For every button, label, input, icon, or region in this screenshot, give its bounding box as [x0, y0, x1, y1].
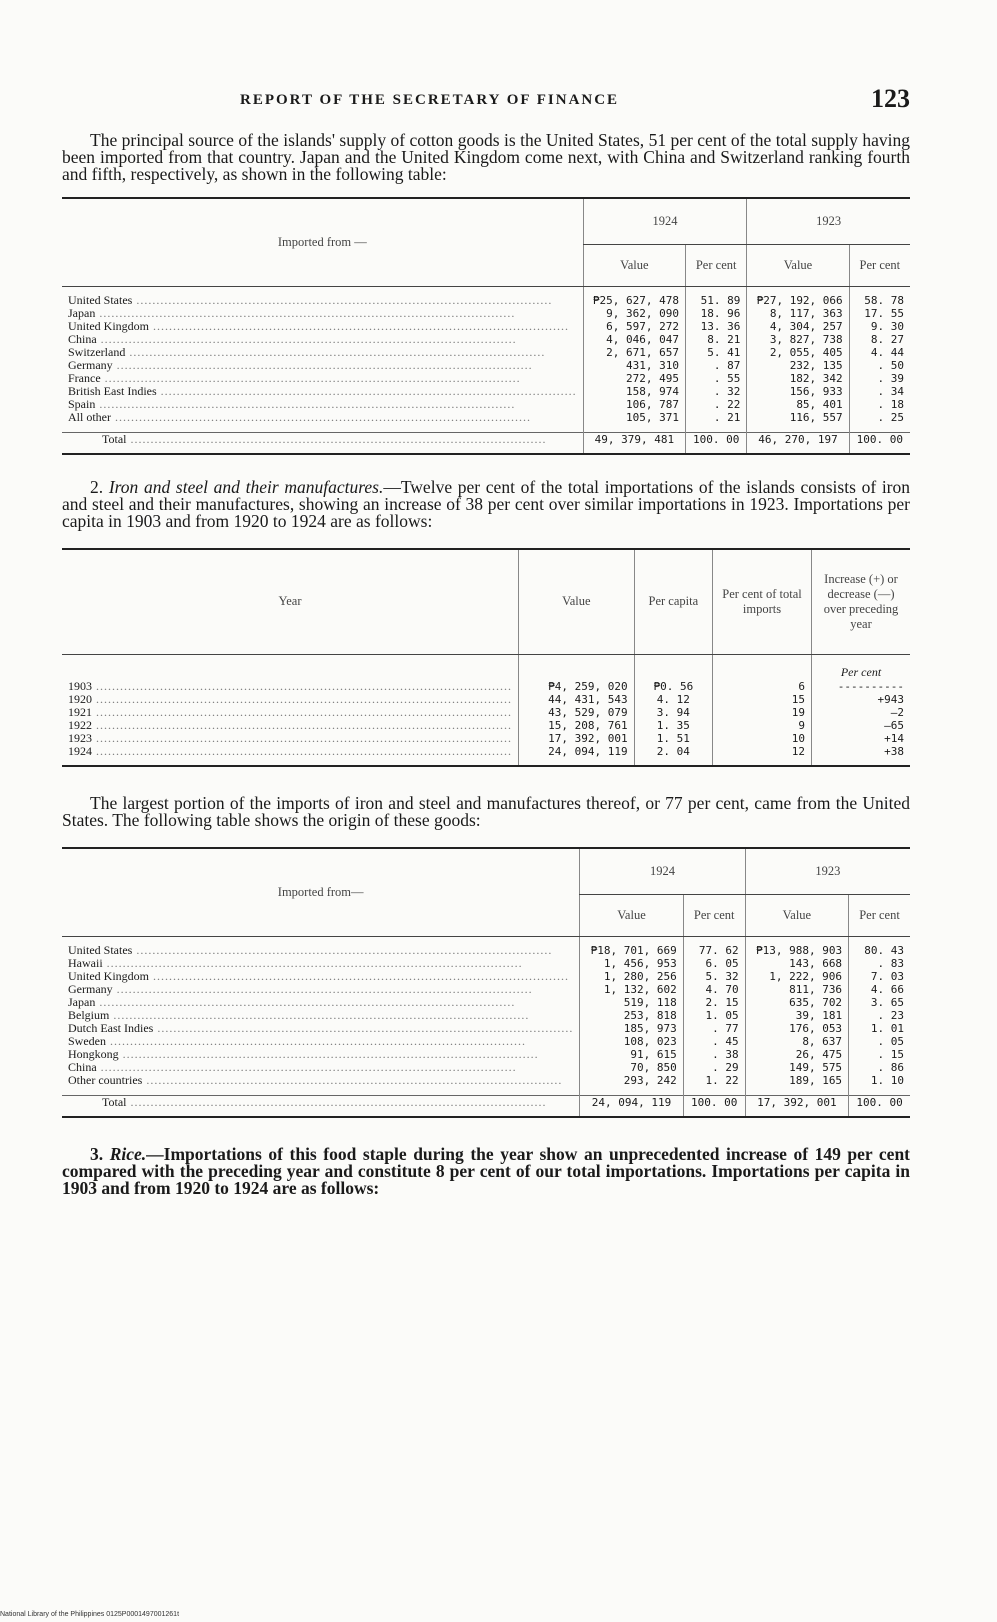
percent-1924: . 55 [686, 372, 747, 385]
row-label [62, 983, 580, 996]
table-row [62, 372, 910, 385]
leader-dots: ........................................................................................................ [149, 970, 569, 983]
table-body [62, 655, 910, 767]
value-1924: 6, 597, 272 [583, 320, 685, 333]
section-number: 3. [90, 1143, 104, 1164]
percent-1923: . 05 [849, 1035, 910, 1048]
table-row [62, 346, 910, 359]
value-1924: ₱25, 627, 478 [583, 294, 685, 307]
value-1924: 253, 818 [580, 1009, 683, 1022]
table-row [62, 944, 910, 957]
value-1923: 811, 736 [745, 983, 848, 996]
percent-1923: . 86 [849, 1061, 910, 1074]
total-value-1924: 49, 379, 481 [583, 432, 685, 446]
row-label-text: 1924 [68, 745, 92, 758]
row-label [62, 1048, 580, 1061]
value-1923: 143, 668 [745, 957, 848, 970]
value: 17, 392, 001 [519, 732, 635, 745]
percent-1923: 8. 27 [849, 333, 910, 346]
percent-1923: . 50 [849, 359, 910, 372]
leader-dots: ........................................................................................................ [109, 1009, 530, 1022]
col-percent-1923: Per cent [849, 244, 910, 286]
paragraph-origin: The largest portion of the imports of iron and steel and manufactures thereof, or 77 per cent, came from the United States. The following table shows the origin of these goods: [62, 793, 910, 830]
row-label [62, 1035, 580, 1048]
percent-1924: 6. 05 [683, 957, 745, 970]
table-row [62, 398, 910, 411]
percent-1924: . 45 [683, 1035, 745, 1048]
value-1924: 431, 310 [583, 359, 685, 372]
value-1924: 1, 280, 256 [580, 970, 683, 983]
row-label-text: Belgium [68, 1009, 110, 1022]
value: 24, 094, 119 [519, 745, 635, 758]
row-label-text: Total [102, 432, 127, 446]
leader-dots: ........................................................................................................ [95, 996, 516, 1009]
percent-1923: . 15 [849, 1048, 910, 1061]
table-row [62, 983, 910, 996]
percent-1924: 1. 22 [683, 1074, 745, 1087]
percent-total: 6 [713, 680, 812, 693]
row-label-text: United States [68, 944, 133, 957]
percent-1924: . 22 [686, 398, 747, 411]
value-1923: 635, 702 [745, 996, 848, 1009]
percent-1923: 58. 78 [849, 294, 910, 307]
value: 43, 529, 079 [519, 706, 635, 719]
value-1924: 91, 615 [580, 1048, 683, 1061]
row-label-text: United States [68, 294, 133, 307]
table-iron-per-capita [62, 548, 910, 768]
value-1924: 105, 371 [583, 411, 685, 424]
row-label [62, 970, 580, 983]
row-label-text: 1921 [68, 706, 92, 719]
row-label-text: Dutch East Indies [68, 1022, 154, 1035]
value-1923: 39, 181 [745, 1009, 848, 1022]
total-value-1924: 24, 094, 119 [580, 1095, 683, 1109]
unit-label: Per cent [812, 655, 911, 681]
row-label-text: Other countries [68, 1074, 143, 1087]
table-body [62, 286, 910, 454]
col-value-1923: Value [747, 244, 849, 286]
percent-1923: 17. 55 [849, 307, 910, 320]
table-row [62, 1048, 910, 1061]
col-value-1924: Value [580, 894, 683, 936]
percent-1924: . 29 [683, 1061, 745, 1074]
percent-1923: 1. 01 [849, 1022, 910, 1035]
table-row [62, 385, 910, 398]
leader-dots: ........................................................................................................ [132, 944, 553, 957]
percent-1923: 1. 10 [849, 1074, 910, 1087]
row-label [62, 432, 583, 446]
section-number: 2. [90, 476, 104, 497]
table-row [62, 680, 910, 693]
table-row [62, 411, 910, 424]
leader-dots: ........................................................................................................ [92, 680, 512, 693]
value-1924: 185, 973 [580, 1022, 683, 1035]
per-capita: 4. 12 [634, 693, 712, 706]
leader-dots: ........................................................................................................ [126, 432, 547, 446]
col-year-1923: 1923 [747, 198, 910, 244]
percent-1923: . 34 [849, 385, 910, 398]
value-1924: 158, 974 [583, 385, 685, 398]
running-title: REPORT OF THE SECRETARY OF FINANCE [240, 92, 620, 108]
row-label-text: 1923 [68, 732, 92, 745]
percent-1923: 80. 43 [849, 944, 910, 957]
value-1923: 2, 055, 405 [747, 346, 849, 359]
row-label [62, 359, 583, 372]
row-label-text: Japan [68, 307, 96, 320]
scan-footer: National Library of the Philippines 0125P0001497001261t [0, 1611, 180, 1618]
row-label [62, 372, 583, 385]
row-label-text: Hawaii [68, 957, 103, 970]
row-label-text: British East Indies [68, 385, 157, 398]
total-percent-1924: 100. 00 [686, 432, 747, 446]
row-label [62, 745, 519, 758]
row-label-text: Total [102, 1095, 127, 1109]
col-year-1924: 1924 [580, 848, 745, 894]
page-number: 123 [871, 84, 910, 113]
row-label-text: Germany [68, 983, 113, 996]
value-1923: 116, 557 [747, 411, 849, 424]
increase: ---------- [812, 680, 911, 693]
percent-1924: 4. 70 [683, 983, 745, 996]
percent-1923: 4. 66 [849, 983, 910, 996]
table-row [62, 333, 910, 346]
leader-dots: ........................................................................................................ [95, 398, 516, 411]
row-label-text: United Kingdom [68, 970, 149, 983]
value-1923: 85, 401 [747, 398, 849, 411]
paragraph-rice [62, 1143, 911, 1198]
value-1923: 149, 575 [745, 1061, 848, 1074]
per-capita: 1. 51 [634, 732, 712, 745]
percent-total: 12 [713, 745, 812, 758]
row-label-text: 1903 [68, 680, 92, 693]
leader-dots: ........................................................................................................ [111, 411, 531, 424]
row-label-text: China [68, 1061, 97, 1074]
row-label [62, 944, 580, 957]
percent-1924: 77. 62 [683, 944, 745, 957]
value-1923: 156, 933 [747, 385, 849, 398]
table-body [62, 936, 910, 1117]
table-cotton-imports [62, 197, 910, 455]
per-capita: 1. 35 [634, 719, 712, 732]
total-value-1923: 17, 392, 001 [745, 1095, 848, 1109]
percent-total: 9 [713, 719, 812, 732]
table-row [62, 996, 910, 1009]
row-label [62, 307, 583, 320]
leader-dots: ........................................................................................................ [132, 294, 553, 307]
table-row [62, 732, 910, 745]
increase: —65 [812, 719, 911, 732]
row-label [62, 1022, 580, 1035]
value-1923: 1, 222, 906 [745, 970, 848, 983]
value-1923: 232, 135 [747, 359, 849, 372]
table-iron-origin [62, 847, 910, 1118]
leader-dots: ........................................................................................................ [149, 320, 569, 333]
value-1924: 519, 118 [580, 996, 683, 1009]
value-1923: 182, 342 [747, 372, 849, 385]
table-row [62, 706, 910, 719]
per-capita: ₱0. 56 [634, 680, 712, 693]
value-1923: 26, 475 [745, 1048, 848, 1061]
value: ₱4, 259, 020 [519, 680, 635, 693]
row-label [62, 693, 519, 706]
leader-dots: ........................................................................................................ [92, 693, 512, 706]
percent-1924: . 87 [686, 359, 747, 372]
table-row [62, 1061, 910, 1074]
percent-1923: 4. 44 [849, 346, 910, 359]
value-1923: ₱27, 192, 066 [747, 294, 849, 307]
table-row [62, 970, 910, 983]
section-title: Rice. [109, 1143, 147, 1164]
value-1924: 4, 046, 047 [583, 333, 685, 346]
row-label [62, 333, 583, 346]
percent-1923: 3. 65 [849, 996, 910, 1009]
row-label-text: Germany [68, 359, 113, 372]
table-row [62, 359, 910, 372]
value-1924: 106, 787 [583, 398, 685, 411]
row-label [62, 1061, 580, 1074]
per-capita: 3. 94 [634, 706, 712, 719]
percent-1923: . 23 [849, 1009, 910, 1022]
total-row [62, 1095, 910, 1109]
row-label [62, 957, 580, 970]
col-increase: Increase (+) or decrease (—) over preceding year [812, 549, 911, 655]
row-label-text: Hongkong [68, 1048, 119, 1061]
value-1924: 70, 850 [580, 1061, 683, 1074]
leader-dots: ........................................................................................................ [106, 1035, 526, 1048]
leader-dots: ........................................................................................................ [92, 719, 512, 732]
increase: —2 [812, 706, 911, 719]
col-value: Value [519, 549, 635, 655]
value-1924: 272, 495 [583, 372, 685, 385]
percent-1924: . 38 [683, 1048, 745, 1061]
leader-dots: ........................................................................................................ [153, 1022, 574, 1035]
col-imported-from: Imported from — [62, 198, 583, 286]
percent-1924: . 77 [683, 1022, 745, 1035]
value-1924: ₱18, 701, 669 [580, 944, 683, 957]
col-per-capita: Per capita [634, 549, 712, 655]
leader-dots: ........................................................................................................ [92, 706, 512, 719]
per-capita: 2. 04 [634, 745, 712, 758]
percent-1923: . 25 [849, 411, 910, 424]
percent-1924: . 32 [686, 385, 747, 398]
section-text: —Importations of this food staple during the year show an unprecedented increase of 149 per cent compared with the preceding year and constitute 8 per cent of our total importations. Importations per capita in 1903 and from 1920 to 1924 are as follows: [62, 1143, 911, 1198]
percent-1923: 7. 03 [849, 970, 910, 983]
increase: +943 [812, 693, 911, 706]
table-row [62, 307, 910, 320]
value-1923: 8, 117, 363 [747, 307, 849, 320]
table-row [62, 745, 910, 758]
document-page [62, 78, 910, 1197]
table-row [62, 1035, 910, 1048]
value: 15, 208, 761 [519, 719, 635, 732]
percent-1924: 5. 41 [686, 346, 747, 359]
col-percent-1924: Per cent [683, 894, 745, 936]
percent-1924: 8. 21 [686, 333, 747, 346]
percent-1923: . 39 [849, 372, 910, 385]
table-row [62, 693, 910, 706]
value-1923: 4, 304, 257 [747, 320, 849, 333]
value-1924: 1, 132, 602 [580, 983, 683, 996]
table-row [62, 719, 910, 732]
percent-1924: 18. 96 [686, 307, 747, 320]
row-label [62, 719, 519, 732]
total-percent-1923: 100. 00 [849, 432, 910, 446]
table-row [62, 320, 910, 333]
leader-dots: ........................................................................................................ [125, 346, 546, 359]
table-row [62, 294, 910, 307]
leader-dots: ........................................................................................................ [112, 983, 533, 996]
leader-dots: ........................................................................................................ [95, 307, 516, 320]
row-label-text: China [68, 333, 97, 346]
row-label [62, 706, 519, 719]
increase: +38 [812, 745, 911, 758]
total-percent-1924: 100. 00 [683, 1095, 745, 1109]
percent-total: 15 [713, 693, 812, 706]
percent-1924: 5. 32 [683, 970, 745, 983]
page-header [62, 78, 910, 118]
leader-dots: ........................................................................................................ [126, 1095, 547, 1109]
table-row [62, 957, 910, 970]
row-label [62, 320, 583, 333]
row-label [62, 398, 583, 411]
row-label-text: France [68, 372, 101, 385]
col-year-1923: 1923 [745, 848, 910, 894]
percent-total: 19 [713, 706, 812, 719]
col-value-1924: Value [583, 244, 685, 286]
value-1923: 8, 637 [745, 1035, 848, 1048]
value-1924: 1, 456, 953 [580, 957, 683, 970]
total-row [62, 432, 910, 446]
row-label [62, 996, 580, 1009]
value-1923: 189, 165 [745, 1074, 848, 1087]
row-label-text: Spain [68, 398, 96, 411]
col-year: Year [62, 549, 519, 655]
leader-dots: ........................................................................................................ [112, 359, 533, 372]
row-label [62, 680, 519, 693]
total-value-1923: 46, 270, 197 [747, 432, 849, 446]
row-label [62, 1009, 580, 1022]
percent-1924: 13. 36 [686, 320, 747, 333]
value: 44, 431, 543 [519, 693, 635, 706]
value-1923: 3, 827, 738 [747, 333, 849, 346]
row-label-text: 1922 [68, 719, 92, 732]
value-1923: ₱13, 988, 903 [745, 944, 848, 957]
increase: +14 [812, 732, 911, 745]
percent-1924: 51. 89 [686, 294, 747, 307]
col-year-1924: 1924 [583, 198, 747, 244]
percent-1924: . 21 [686, 411, 747, 424]
percent-1924: 2. 15 [683, 996, 745, 1009]
percent-1923: . 83 [849, 957, 910, 970]
section-title: Iron and steel and their manufactures. [108, 476, 384, 497]
col-value-1923: Value [745, 894, 848, 936]
value-1924: 108, 023 [580, 1035, 683, 1048]
col-percent-1924: Per cent [686, 244, 747, 286]
leader-dots: ........................................................................................................ [156, 385, 577, 398]
percent-1924: 1. 05 [683, 1009, 745, 1022]
row-label-text: Sweden [68, 1035, 106, 1048]
row-label-text: 1920 [68, 693, 92, 706]
value-1923: 176, 053 [745, 1022, 848, 1035]
total-percent-1923: 100. 00 [849, 1095, 910, 1109]
leader-dots: ........................................................................................................ [102, 957, 523, 970]
row-label [62, 385, 583, 398]
row-label-text: Switzerland [68, 346, 126, 359]
leader-dots: ........................................................................................................ [96, 1061, 517, 1074]
row-label [62, 294, 583, 307]
row-label [62, 1095, 580, 1109]
value-1924: 2, 671, 657 [583, 346, 685, 359]
leader-dots: ........................................................................................................ [92, 732, 512, 745]
paragraph-iron-steel [62, 476, 911, 531]
percent-1923: 9. 30 [849, 320, 910, 333]
row-label [62, 411, 583, 424]
row-label-text: United Kingdom [68, 320, 149, 333]
percent-total: 10 [713, 732, 812, 745]
row-label [62, 346, 583, 359]
row-label-text: Japan [68, 996, 96, 1009]
col-imported-from: Imported from— [62, 848, 580, 936]
section-text: —Twelve per cent of the total importations of the islands consists of iron and steel and their manufactures, showing an increase of 38 per cent over similar importations in 1923. Importations per capita in 1903 and from 1920 to 1924 are as follows: [62, 476, 911, 531]
table-row [62, 1022, 910, 1035]
value-1924: 293, 242 [580, 1074, 683, 1087]
percent-1923: . 18 [849, 398, 910, 411]
row-label [62, 732, 519, 745]
col-percent-total: Per cent of total imports [713, 549, 812, 655]
value-1924: 9, 362, 090 [583, 307, 685, 320]
row-label [62, 1074, 580, 1087]
table-row [62, 1074, 910, 1087]
col-percent-1923: Per cent [849, 894, 910, 936]
leader-dots: ........................................................................................................ [118, 1048, 539, 1061]
leader-dots: ........................................................................................................ [100, 372, 521, 385]
leader-dots: ........................................................................................................ [92, 745, 512, 758]
leader-dots: ........................................................................................................ [142, 1074, 563, 1087]
paragraph-cotton: The principal source of the islands' supply of cotton goods is the United States, 51 per cent of the total supply having been imported from that country. Japan and the United Kingdom come next, with China and Switzerland ranking fourth and fifth, respectively, as shown in the following table: [62, 130, 910, 184]
row-label-text: All other [68, 411, 111, 424]
leader-dots: ........................................................................................................ [96, 333, 517, 346]
table-row [62, 1009, 910, 1022]
